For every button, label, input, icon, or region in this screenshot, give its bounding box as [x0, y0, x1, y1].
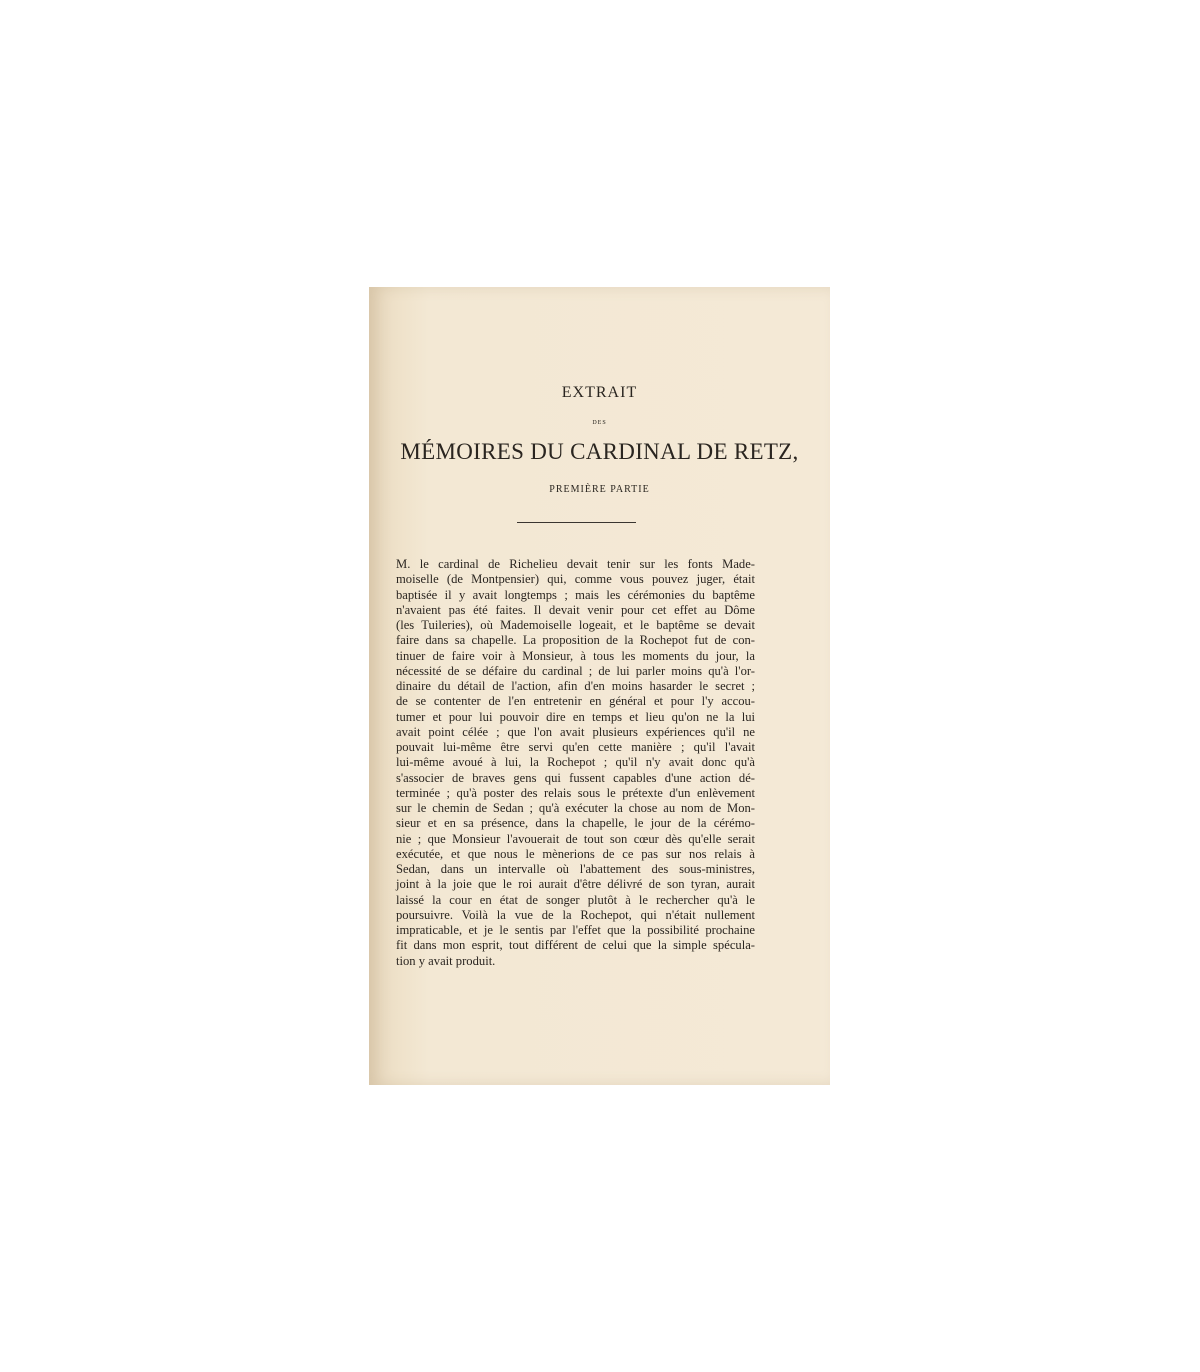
text-line: poursuivre. Voilà la vue de la Rochepot, qui n'était nullement: [396, 907, 755, 922]
text-line: impraticable, et je le sentis par l'effet que la possibilité prochaine: [396, 923, 755, 937]
text-line: Sedan, dans un intervalle où l'abattement des sous-ministres,: [396, 862, 755, 876]
text-line: exécutée, et que nous le mènerions de ce pas sur nos relais à: [396, 846, 755, 861]
text-line: de se contenter de l'en entretenir en général et pour l'y accou-: [396, 694, 755, 709]
subtitle-premiere-partie: PREMIÈRE PARTIE: [549, 484, 650, 495]
text-line: laissé la cour en état de songer plutôt à le rechercher qu'à le: [396, 892, 755, 907]
text-line: terminée ; qu'à poster des relais sous le prétexte d'un enlèvement: [396, 785, 755, 800]
text-line: lui-même avoué à lui, la Rochepot ; qu'il n'y avait donc qu'à: [396, 755, 755, 770]
text-line: baptisée il y avait longtemps ; mais les cérémonies du baptême: [396, 587, 755, 602]
text-line: joint à la joie que le roi aurait d'être délivré de son tyran, aurait: [396, 877, 755, 892]
text-line: s'associer de braves gens qui fussent capables d'une action dé-: [396, 770, 755, 785]
text-line: sur le chemin de Sedan ; qu'à exécuter la chose au nom de Mon-: [396, 801, 755, 815]
text-line: tion y avait produit.: [396, 953, 496, 968]
text-line: tinuer de faire voir à Monsieur, à tous les moments du jour, la: [396, 648, 755, 663]
divider-rule: [517, 522, 636, 523]
book-page: [369, 287, 830, 1085]
text-line: M. le cardinal de Richelieu devait tenir sur les fonts Made-: [396, 557, 755, 571]
text-line: pouvait lui-même être servi qu'en cette manière ; qu'il l'avait: [396, 740, 755, 754]
text-line: fit dans mon esprit, tout différent de celui que la simple spécula-: [396, 938, 755, 953]
page-title: MÉMOIRES DU CARDINAL DE RETZ,: [400, 439, 799, 464]
text-line: moiselle (de Montpensier) qui, comme vous pouvez juger, était: [396, 572, 755, 587]
heading-extrait: EXTRAIT: [561, 384, 638, 401]
text-line: (les Tuileries), où Mademoiselle logeait, et le baptême se devait: [396, 618, 755, 632]
text-line: tumer et pour lui pouvoir dire en temps et lieu qu'on ne la lui: [396, 709, 755, 724]
text-line: n'avaient pas été faites. Il devait venir pour cet effet au Dôme: [396, 602, 755, 617]
text-line: nie ; que Monsieur l'avouerait de tout son cœur dès qu'elle serait: [396, 831, 755, 846]
text-line: nécessité de se défaire du cardinal ; de lui parler moins qu'à l'or-: [396, 663, 755, 678]
connector-des: DES: [592, 420, 607, 426]
text-line: dinaire du détail de l'action, afin d'en moins hasarder le secret ;: [396, 679, 755, 693]
text-line: sieur et en sa présence, dans la chapelle, le jour de la cérémo-: [396, 816, 755, 831]
text-line: avait point célée ; que l'on avait plusieurs expériences qu'il ne: [396, 724, 755, 739]
body-paragraph: [396, 557, 755, 969]
text-line: faire dans sa chapelle. La proposition de la Rochepot fut de con-: [396, 633, 755, 648]
